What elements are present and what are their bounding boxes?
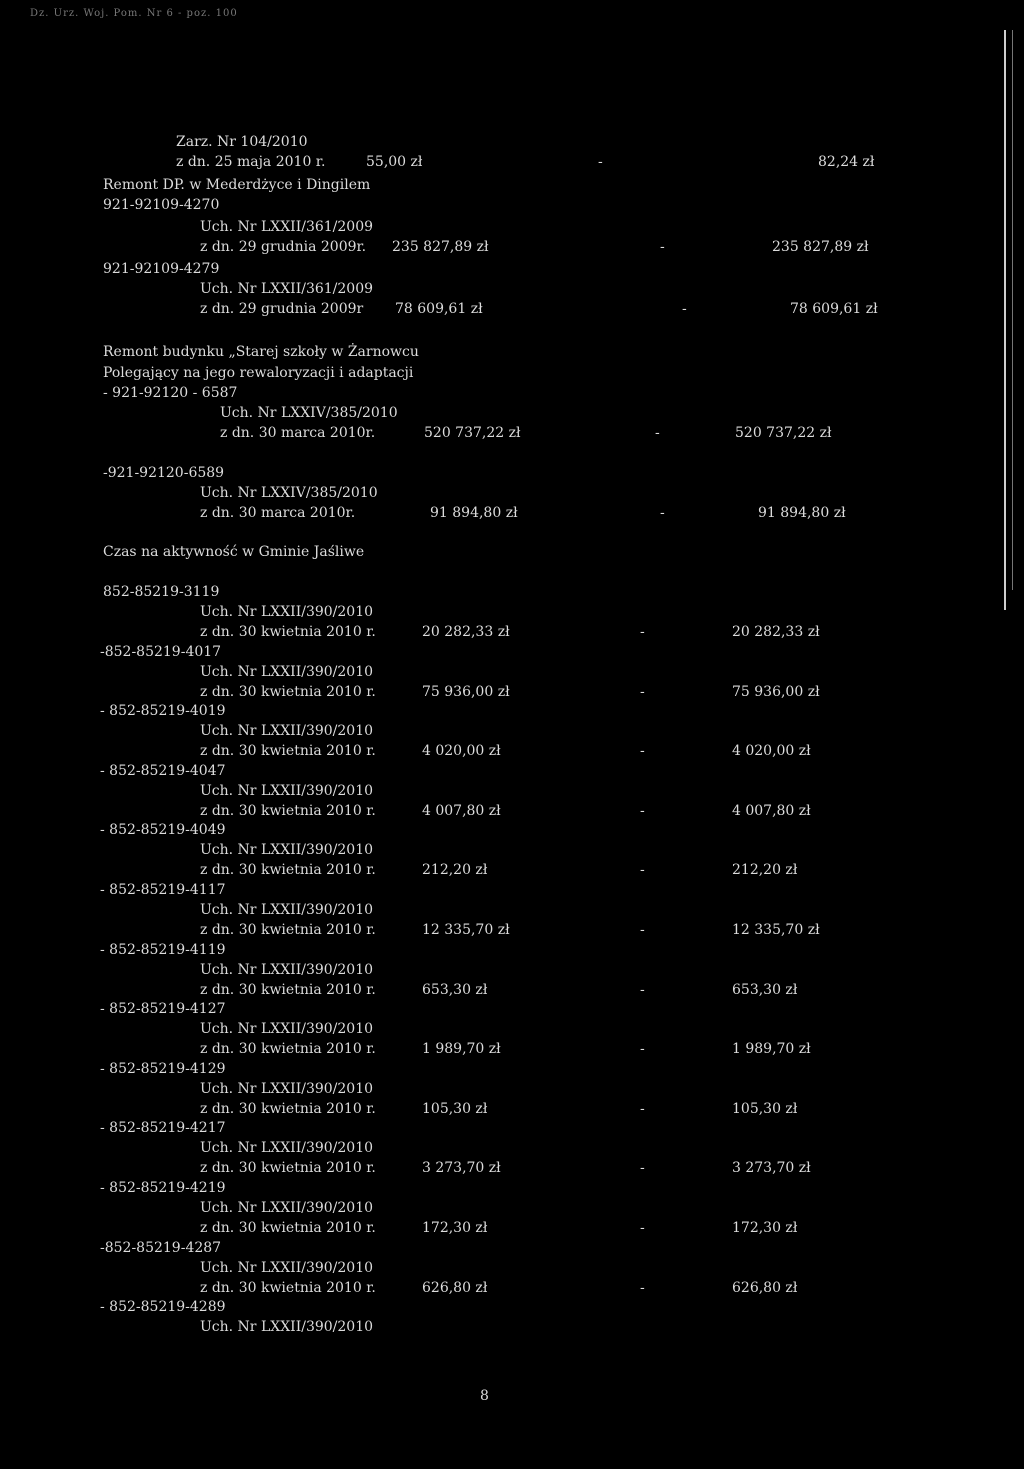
row-uchwala: Uch. Nr LXXII/390/2010 — [200, 1260, 374, 1276]
row-uchwala: Uch. Nr LXXII/390/2010 — [200, 1021, 374, 1037]
row-dash: - — [640, 684, 645, 700]
row-code: - 852-85219-4117 — [100, 882, 226, 898]
czas-title: Czas na aktywność w Gminie Jaśliwe — [103, 544, 365, 560]
row-date: z dn. 30 kwietnia 2010 r. — [200, 1280, 376, 1296]
total-361-b: 78 609,61 zł — [790, 301, 878, 317]
header-strip: Dz. Urz. Woj. Pom. Nr 6 - poz. 100 — [30, 8, 238, 19]
dash-385-a: - — [655, 425, 660, 441]
row-uchwala: Uch. Nr LXXII/390/2010 — [200, 962, 374, 978]
row-total: 653,30 zł — [732, 982, 798, 998]
row-amount: 212,20 zł — [422, 862, 488, 878]
dash-361-b: - — [682, 301, 687, 317]
row-total: 75 936,00 zł — [732, 684, 820, 700]
row-date: z dn. 30 kwietnia 2010 r. — [200, 743, 376, 759]
scan-edge-line-thin — [1012, 30, 1013, 590]
row-dash: - — [640, 862, 645, 878]
row-date: z dn. 30 kwietnia 2010 r. — [200, 862, 376, 878]
row-uchwala: Uch. Nr LXXII/390/2010 — [200, 604, 374, 620]
page-number: 8 — [480, 1388, 489, 1404]
row-code: - 852-85219-4047 — [100, 763, 226, 779]
row-amount: 4 020,00 zł — [422, 743, 501, 759]
row-total: 626,80 zł — [732, 1280, 798, 1296]
total-385-b: 91 894,80 zł — [758, 505, 846, 521]
row-date: z dn. 30 kwietnia 2010 r. — [200, 982, 376, 998]
uch-385-b: Uch. Nr LXXIV/385/2010 — [200, 485, 378, 501]
remont-dp-title: Remont DP. w Mederdżyce i Dingilem — [103, 177, 371, 193]
row-dash: - — [640, 1220, 645, 1236]
code-4279: 921-92109-4279 — [103, 261, 220, 277]
code-6589: -921-92120-6589 — [103, 465, 225, 481]
row-dash: - — [640, 1041, 645, 1057]
row-uchwala: Uch. Nr LXXII/390/2010 — [200, 1319, 374, 1335]
row-code: - 852-85219-4219 — [100, 1180, 226, 1196]
row-uchwala: Uch. Nr LXXII/390/2010 — [200, 1200, 374, 1216]
row-amount: 1 989,70 zł — [422, 1041, 501, 1057]
row-total: 212,20 zł — [732, 862, 798, 878]
row-total: 20 282,33 zł — [732, 624, 820, 640]
row-dash: - — [640, 1160, 645, 1176]
row-code: - 852-85219-4217 — [100, 1120, 226, 1136]
row-uchwala: Uch. Nr LXXII/390/2010 — [200, 1081, 374, 1097]
row-code: 852-85219-3119 — [103, 584, 220, 600]
uch-385-a: Uch. Nr LXXIV/385/2010 — [220, 405, 398, 421]
row-amount: 75 936,00 zł — [422, 684, 510, 700]
amt-385-b: 91 894,80 zł — [430, 505, 518, 521]
row-dash: - — [640, 982, 645, 998]
row-amount: 626,80 zł — [422, 1280, 488, 1296]
zarz-date: z dn. 25 maja 2010 r. — [176, 154, 326, 170]
row-date: z dn. 30 kwietnia 2010 r. — [200, 1101, 376, 1117]
row-dash: - — [640, 803, 645, 819]
row-uchwala: Uch. Nr LXXII/390/2010 — [200, 723, 374, 739]
row-amount: 3 273,70 zł — [422, 1160, 501, 1176]
row-amount: 105,30 zł — [422, 1101, 488, 1117]
row-dash: - — [640, 1280, 645, 1296]
row-total: 172,30 zł — [732, 1220, 798, 1236]
row-amount: 172,30 zł — [422, 1220, 488, 1236]
row-date: z dn. 30 kwietnia 2010 r. — [200, 922, 376, 938]
row-amount: 20 282,33 zł — [422, 624, 510, 640]
date-385-a: z dn. 30 marca 2010r. — [220, 425, 376, 441]
remont-szkoly-line2: Polegający na jego rewaloryzacji i adaptacji — [103, 365, 414, 381]
dash-385-b: - — [660, 505, 665, 521]
row-code: - 852-85219-4049 — [100, 822, 226, 838]
amt-361-a: 235 827,89 zł — [392, 239, 489, 255]
row-dash: - — [640, 743, 645, 759]
total-385-a: 520 737,22 zł — [735, 425, 832, 441]
uch-361-a: Uch. Nr LXXII/361/2009 — [200, 219, 374, 235]
date-385-b: z dn. 30 marca 2010r. — [200, 505, 356, 521]
row-date: z dn. 30 kwietnia 2010 r. — [200, 803, 376, 819]
uch-361-b: Uch. Nr LXXII/361/2009 — [200, 281, 374, 297]
row-uchwala: Uch. Nr LXXII/390/2010 — [200, 1140, 374, 1156]
row-code: - 852-85219-4127 — [100, 1001, 226, 1017]
row-date: z dn. 30 kwietnia 2010 r. — [200, 624, 376, 640]
row-date: z dn. 30 kwietnia 2010 r. — [200, 684, 376, 700]
row-code: - 852-85219-4119 — [100, 942, 226, 958]
remont-szkoly-line1: Remont budynku „Starej szkoły w Żarnowcu — [103, 344, 419, 360]
dash-361-a: - — [660, 239, 665, 255]
row-total: 4 020,00 zł — [732, 743, 811, 759]
code-6587: - 921-92120 - 6587 — [103, 385, 238, 401]
row-amount: 4 007,80 zł — [422, 803, 501, 819]
zarz-total: 82,24 zł — [818, 154, 875, 170]
row-code: - 852-85219-4129 — [100, 1061, 226, 1077]
row-total: 1 989,70 zł — [732, 1041, 811, 1057]
row-uchwala: Uch. Nr LXXII/390/2010 — [200, 664, 374, 680]
row-uchwala: Uch. Nr LXXII/390/2010 — [200, 902, 374, 918]
row-amount: 12 335,70 zł — [422, 922, 510, 938]
zarz-number: Zarz. Nr 104/2010 — [176, 134, 308, 150]
row-uchwala: Uch. Nr LXXII/390/2010 — [200, 842, 374, 858]
row-amount: 653,30 zł — [422, 982, 488, 998]
total-361-a: 235 827,89 zł — [772, 239, 869, 255]
row-dash: - — [640, 1101, 645, 1117]
row-total: 105,30 zł — [732, 1101, 798, 1117]
amt-385-a: 520 737,22 zł — [424, 425, 521, 441]
code-4270: 921-92109-4270 — [103, 197, 220, 213]
row-uchwala: Uch. Nr LXXII/390/2010 — [200, 783, 374, 799]
row-code: -852-85219-4287 — [100, 1240, 222, 1256]
row-date: z dn. 30 kwietnia 2010 r. — [200, 1220, 376, 1236]
zarz-dash: - — [598, 154, 603, 170]
row-code: - 852-85219-4019 — [100, 703, 226, 719]
row-total: 12 335,70 zł — [732, 922, 820, 938]
date-361-a: z dn. 29 grudnia 2009r. — [200, 239, 367, 255]
row-code: - 852-85219-4289 — [100, 1299, 226, 1315]
zarz-amount: 55,00 zł — [366, 154, 423, 170]
scan-edge-line — [1004, 30, 1006, 610]
row-dash: - — [640, 624, 645, 640]
row-total: 3 273,70 zł — [732, 1160, 811, 1176]
row-date: z dn. 30 kwietnia 2010 r. — [200, 1160, 376, 1176]
amt-361-b: 78 609,61 zł — [395, 301, 483, 317]
row-dash: - — [640, 922, 645, 938]
row-date: z dn. 30 kwietnia 2010 r. — [200, 1041, 376, 1057]
date-361-b: z dn. 29 grudnia 2009r — [200, 301, 364, 317]
row-total: 4 007,80 zł — [732, 803, 811, 819]
row-code: -852-85219-4017 — [100, 644, 222, 660]
